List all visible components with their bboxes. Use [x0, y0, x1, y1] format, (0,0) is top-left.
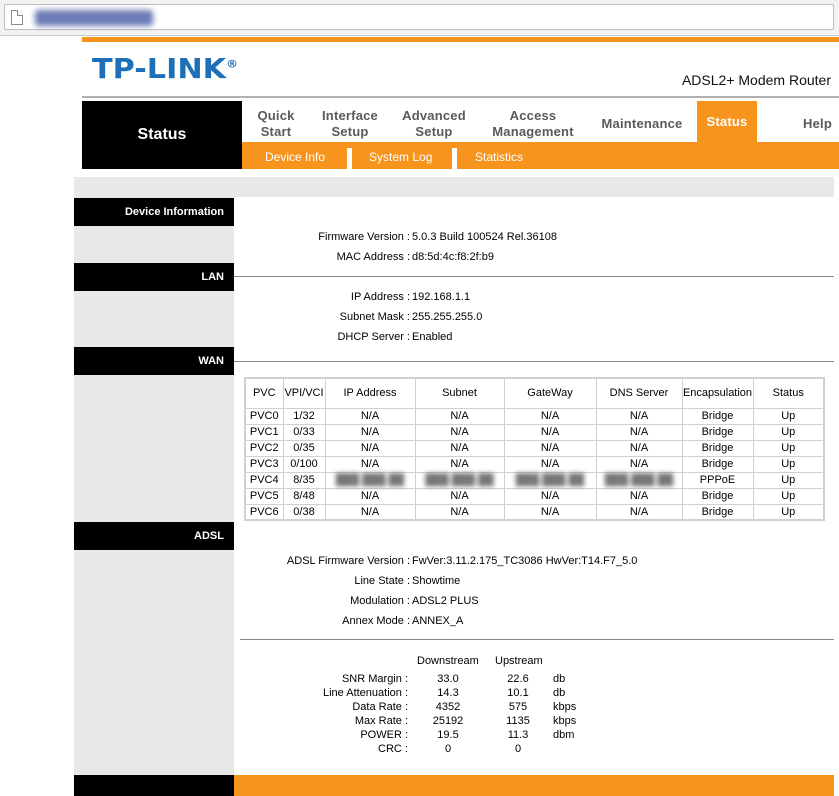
nav-advanced-setup[interactable]: Advanced Setup	[402, 108, 466, 139]
stat-upstream-value: 575	[508, 701, 528, 713]
table-cell: Bridge	[682, 440, 753, 456]
modulation-value: ADSL2 PLUS	[412, 595, 479, 607]
modulation-label: Modulation :	[350, 595, 410, 607]
table-cell: N/A	[596, 456, 682, 472]
table-row	[245, 504, 824, 520]
stat-upstream-value: 0	[514, 743, 522, 755]
dhcp-label: DHCP Server :	[337, 331, 410, 343]
section-device-information: Device Information	[74, 198, 234, 226]
current-section-title: Status	[82, 101, 242, 169]
stat-downstream-value: 14.3	[437, 687, 459, 699]
stat-downstream-value: 19.5	[437, 729, 459, 741]
stat-downstream-value: 0	[444, 743, 452, 755]
table-cell: Up	[753, 504, 824, 520]
redacted-cell	[596, 472, 682, 488]
col-vpi-vci: VPI/VCI	[283, 378, 325, 408]
table-cell: N/A	[504, 456, 596, 472]
line-state-value: Showtime	[412, 575, 461, 587]
firmware-label: Firmware Version :	[318, 231, 410, 243]
table-cell: N/A	[415, 440, 504, 456]
table-cell: 8/48	[283, 488, 325, 504]
mac-value: d8:5d:4c:f8:2f:b9	[412, 251, 494, 263]
subnet-mask-label: Subnet Mask :	[339, 311, 410, 323]
table-cell: N/A	[504, 424, 596, 440]
table-cell: N/A	[504, 408, 596, 424]
redacted-cell	[504, 472, 596, 488]
table-cell: N/A	[415, 488, 504, 504]
table-cell: N/A	[596, 424, 682, 440]
stat-downstream-value: 25192	[432, 715, 464, 727]
table-cell: N/A	[504, 488, 596, 504]
table-cell: N/A	[504, 504, 596, 520]
redacted-cell	[325, 472, 415, 488]
table-header-row	[245, 378, 824, 408]
table-cell: N/A	[596, 440, 682, 456]
redacted-value: ███.███.██	[604, 474, 674, 486]
subnav-device-info[interactable]: Device Info	[265, 150, 326, 164]
section-divider	[234, 361, 834, 362]
header-accent-bar	[82, 37, 839, 42]
nav-access-management[interactable]: Access Management	[492, 108, 574, 139]
table-cell: PVC0	[245, 408, 283, 424]
sub-navigation-bar	[242, 142, 839, 169]
subnet-mask-value: 255.255.255.0	[412, 311, 483, 323]
table-cell: Bridge	[682, 424, 753, 440]
table-cell: N/A	[504, 440, 596, 456]
table-cell: N/A	[325, 424, 415, 440]
table-cell: N/A	[415, 408, 504, 424]
adsl-firmware-value: FwVer:3.11.2.175_TC3086 HwVer:T14.F7_5.0	[412, 555, 638, 567]
ip-label: IP Address :	[350, 291, 410, 303]
address-bar[interactable]	[4, 4, 834, 30]
section-adsl: ADSL	[74, 522, 234, 550]
stat-downstream-value: 4352	[435, 701, 461, 713]
table-cell: Bridge	[682, 488, 753, 504]
stat-upstream-value: 1135	[506, 715, 530, 727]
table-cell: Up	[753, 408, 824, 424]
footer-black-block	[74, 775, 234, 796]
redacted-url	[35, 10, 153, 26]
table-row	[245, 424, 824, 440]
stat-unit: db	[553, 687, 566, 699]
section-lan: LAN	[74, 263, 234, 291]
section-divider	[234, 276, 834, 277]
annex-mode-label: Annex Mode :	[342, 615, 410, 627]
table-cell: PPPoE	[682, 472, 753, 488]
stat-upstream-value: 10.1	[507, 687, 529, 699]
table-cell: Bridge	[682, 504, 753, 520]
table-cell: Up	[753, 456, 824, 472]
section-wan: WAN	[74, 347, 234, 375]
redacted-cell	[415, 472, 504, 488]
mac-label: MAC Address :	[336, 251, 410, 263]
header-divider	[82, 96, 839, 98]
stat-label: POWER :	[360, 729, 408, 741]
annex-mode-value: ANNEX_A	[412, 615, 464, 627]
stat-unit: kbps	[553, 715, 577, 727]
redacted-value: ███.███.██	[515, 474, 585, 486]
nav-status[interactable]: Status	[697, 101, 757, 142]
nav-help[interactable]: Help	[803, 116, 832, 131]
table-row	[245, 440, 824, 456]
table-cell: Up	[753, 472, 824, 488]
stat-downstream-value: 33.0	[437, 673, 459, 685]
table-cell: Bridge	[682, 456, 753, 472]
stats-downstream-header: Downstream	[417, 655, 479, 667]
table-cell: 0/35	[283, 440, 325, 456]
tp-link-logo: TP-LINK®	[92, 52, 238, 85]
table-cell: 1/32	[283, 408, 325, 424]
browser-toolbar	[0, 0, 839, 36]
table-cell: N/A	[415, 504, 504, 520]
table-cell: 0/38	[283, 504, 325, 520]
table-row	[245, 472, 824, 488]
table-cell: PVC1	[245, 424, 283, 440]
table-cell: Up	[753, 424, 824, 440]
table-row	[245, 408, 824, 424]
adsl-stats-divider	[240, 639, 834, 640]
redacted-value: ███.███.██	[335, 474, 405, 486]
table-cell: N/A	[325, 408, 415, 424]
table-cell: PVC2	[245, 440, 283, 456]
col-pvc: PVC	[245, 378, 283, 408]
subnav-separator	[347, 148, 352, 169]
subnav-statistics[interactable]: Statistics	[475, 150, 524, 164]
nav-interface-setup[interactable]: Interface Setup	[322, 108, 378, 139]
stat-label: CRC :	[378, 743, 408, 755]
col-gateway: GateWay	[504, 378, 596, 408]
table-row	[245, 456, 824, 472]
stat-label: Data Rate :	[352, 701, 408, 713]
nav-quick-start[interactable]: Quick Start	[257, 108, 295, 139]
adsl-firmware-label: ADSL Firmware Version :	[286, 555, 410, 567]
stat-upstream-value: 22.6	[507, 673, 529, 685]
col-dns-server: DNS Server	[596, 378, 682, 408]
table-cell: 8/35	[283, 472, 325, 488]
subnav-system-log[interactable]: System Log	[369, 150, 433, 164]
col-subnet: Subnet	[415, 378, 504, 408]
table-cell: N/A	[325, 456, 415, 472]
table-cell: N/A	[415, 456, 504, 472]
table-cell: N/A	[415, 424, 504, 440]
redacted-value: ███.███.██	[425, 474, 494, 486]
table-cell: N/A	[325, 504, 415, 520]
table-cell: PVC3	[245, 456, 283, 472]
table-cell: Up	[753, 440, 824, 456]
table-cell: PVC6	[245, 504, 283, 520]
table-cell: N/A	[596, 504, 682, 520]
table-cell: 0/33	[283, 424, 325, 440]
model-name: ADSL2+ Modem Router	[681, 72, 831, 88]
table-row	[245, 488, 824, 504]
stats-upstream-header: Upstream	[495, 655, 543, 667]
stat-label: Max Rate :	[354, 715, 408, 727]
ip-value: 192.168.1.1	[412, 291, 471, 303]
firmware-value: 5.0.3 Build 100524 Rel.36108	[412, 231, 557, 243]
wan-table	[244, 377, 825, 521]
stat-label: SNR Margin :	[341, 673, 408, 685]
table-cell: 0/100	[283, 456, 325, 472]
stat-unit: db	[553, 673, 566, 685]
table-cell: N/A	[596, 408, 682, 424]
line-state-label: Line State :	[354, 575, 410, 587]
stat-unit: kbps	[553, 701, 577, 713]
col-encapsulation: Encapsulation	[682, 378, 753, 408]
table-cell: N/A	[325, 488, 415, 504]
col-ip-address: IP Address	[325, 378, 415, 408]
table-cell: N/A	[596, 488, 682, 504]
nav-maintenance[interactable]: Maintenance	[601, 116, 683, 131]
subnav-separator	[452, 148, 457, 169]
page-icon	[11, 10, 23, 25]
dhcp-value: Enabled	[412, 331, 453, 343]
col-status: Status	[753, 378, 824, 408]
content-top-strip	[74, 177, 834, 197]
stat-label: Line Attenuation :	[322, 687, 408, 699]
table-cell: Up	[753, 488, 824, 504]
table-cell: PVC5	[245, 488, 283, 504]
table-cell: N/A	[325, 440, 415, 456]
stat-upstream-value: 11.3	[507, 729, 529, 741]
table-cell: PVC4	[245, 472, 283, 488]
table-cell: Bridge	[682, 408, 753, 424]
stat-unit: dbm	[553, 729, 575, 741]
footer-orange-bar	[234, 775, 834, 796]
